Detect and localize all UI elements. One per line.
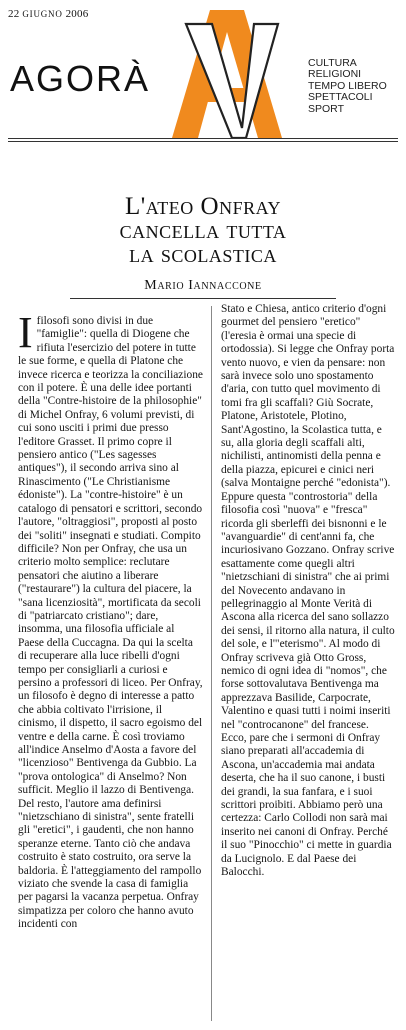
column-divider <box>211 306 212 1021</box>
section-logo-a-graphic <box>172 10 292 138</box>
section-title: AGORÀ <box>10 58 151 99</box>
date-day: 22 <box>8 8 20 20</box>
headline-line: cancella tutta <box>119 217 287 244</box>
byline-rule <box>70 298 336 299</box>
date-month: GIUGNO <box>22 9 63 19</box>
date-year: 2006 <box>65 8 89 20</box>
article-headline <box>0 195 406 267</box>
column-2-text: Stato e Chiesa, antico criterio d'ogni gourmet del pensiero "eretico" (l'eresia è ormai una specie di ortodossia). Si legge che Onfray porta vento nuovo, e vien da pensare: non sarà invece solo uno spostamento d'aria, con tutto quel movimento di tomi fra gli scaffali? Giù Socrate, Platone, Aristotele, Plotino, Sant'Agostino, la Scolastica tutta, e su, alla gloria degli scaffali alti, nichilisti, antinomisti della penna e della piazza, epicurei e cinici neri (salva Montaigne perché "edonista"). Eppure questa "controstoria" della filosofia così "nuova" e "fresca" ricorda gli sberleffi dei bisnonni e le "avanguardie" di cent'anni fa, che incuriosivano Gozzano. Onfray scrive esattamente come quegli altri "nietzschiani di sinistra" che ai primi del Novecento andavano in pellegrinaggio al Monte Verità di Ascona alla ricerca del sano sollazzo dei sensi, il ritorno alla natura, il culto del sole, e l'"eterismo". Al modo di Onfray scriveva già Otto Gross, nemico di ogni idea di "nomos", che forse sottovalutava Bentivenga ma apprezzava Basilide, Carpocrate, Valentino e quasi tutti i noimi inseriti nel "controcanone" del francese. Ecco, pare che i sermoni di Onfray siano preparati all'accademia di Ascona, un'accademia mai andata deserta, che ha il suo canone, i busti dei grandi, la sua fanfara, e i suoi scrittori proibiti. Abbiamo però una certezza: Carlo Collodi non sarà mai inserito nei canoni di Onfray. Perché il suo "Pinocchio" ci mette in guardia da Lucignolo. E dal Paese dei Balocchi. <box>221 303 395 879</box>
category-item: SPORT <box>308 102 344 115</box>
date-line <box>8 8 88 20</box>
category-item: RELIGIONI <box>308 68 362 81</box>
drop-cap: I <box>18 308 33 357</box>
category-item: TEMPO LIBERO <box>308 79 387 92</box>
column-1-text: filosofi sono divisi in due "famiglie": quella di Diogene che rifiuta l'esercizio del potere in tutte le sue forme, e quella di Platone che invece ricerca e teorizza la conciliazione con il potere. È una delle idee portanti della "Contre-histoire de la philosophie" di Michel Onfray, 6 volumi previsti, di cui sono usciti i primi due presso l'editore Grasset. Il primo copre il pensiero antico ("Les sagesses antiques"), il secondo arriva sino al Rinascimento ("Le Christianisme édoniste"). La "contre-histoire" è un catalogo di pensatori e scrittori, secondo l'autore, "oltraggiosi", proposti al posto dei "soliti" insegnati e studiati. Compito difficile? Non per Onfray, che usa un criterio molto semplice: reclutare pensatori che aiutino a liberare ("restaurare") la cultura del piacere, la "sana licenziosità", mortificata da secoli di "patriarcato cristiano"; dare, insomma, una filosofia ufficiale al Paese della Cuccagna. Da qui la scelta di recuperare alla luce ribelli d'ogni tempo per consigliarli a curiosi e persino a professori di liceo. Per Onfray, un filosofo è degno di interesse a patto che abbia coltivato l'irrisione, il cinismo, il dispetto, il sacro egoismo del ventre e della carne. È così troviamo all'indice Anselmo d'Aosta a favore del "licenzioso" Bentivenga da Gubbio. La "prova ontologica" di Anselmo? Non sufficit. Meglio il lazzo di Bentivenga. Del resto, l'autore ama definirsi "nietzschiano di sinistra", sente fratelli gli "eretici", i gaudenti, che non hanno speranze eterne. Tanto ciò che andava costruito è stato costruito, ora serve la baldoria. È l'atteggiamento del rampollo viziato che svende la casa di famiglia per pagarsi la vacanza perpetua. Onfray simpatizza per coloro che hanno avuto incidenti con <box>18 315 203 931</box>
category-item: CULTURA <box>308 57 357 69</box>
section-categories <box>308 58 387 115</box>
article-column-2 <box>221 303 396 879</box>
headline-line: la scolastica <box>129 241 277 268</box>
article-column-1 <box>18 308 203 932</box>
headline-line: L'ateo Onfray <box>125 193 281 220</box>
header-rule <box>8 141 398 142</box>
category-item: SPETTACOLI <box>308 91 373 104</box>
article-byline: Mario Iannaccone <box>144 278 262 293</box>
header-rule <box>8 138 398 139</box>
